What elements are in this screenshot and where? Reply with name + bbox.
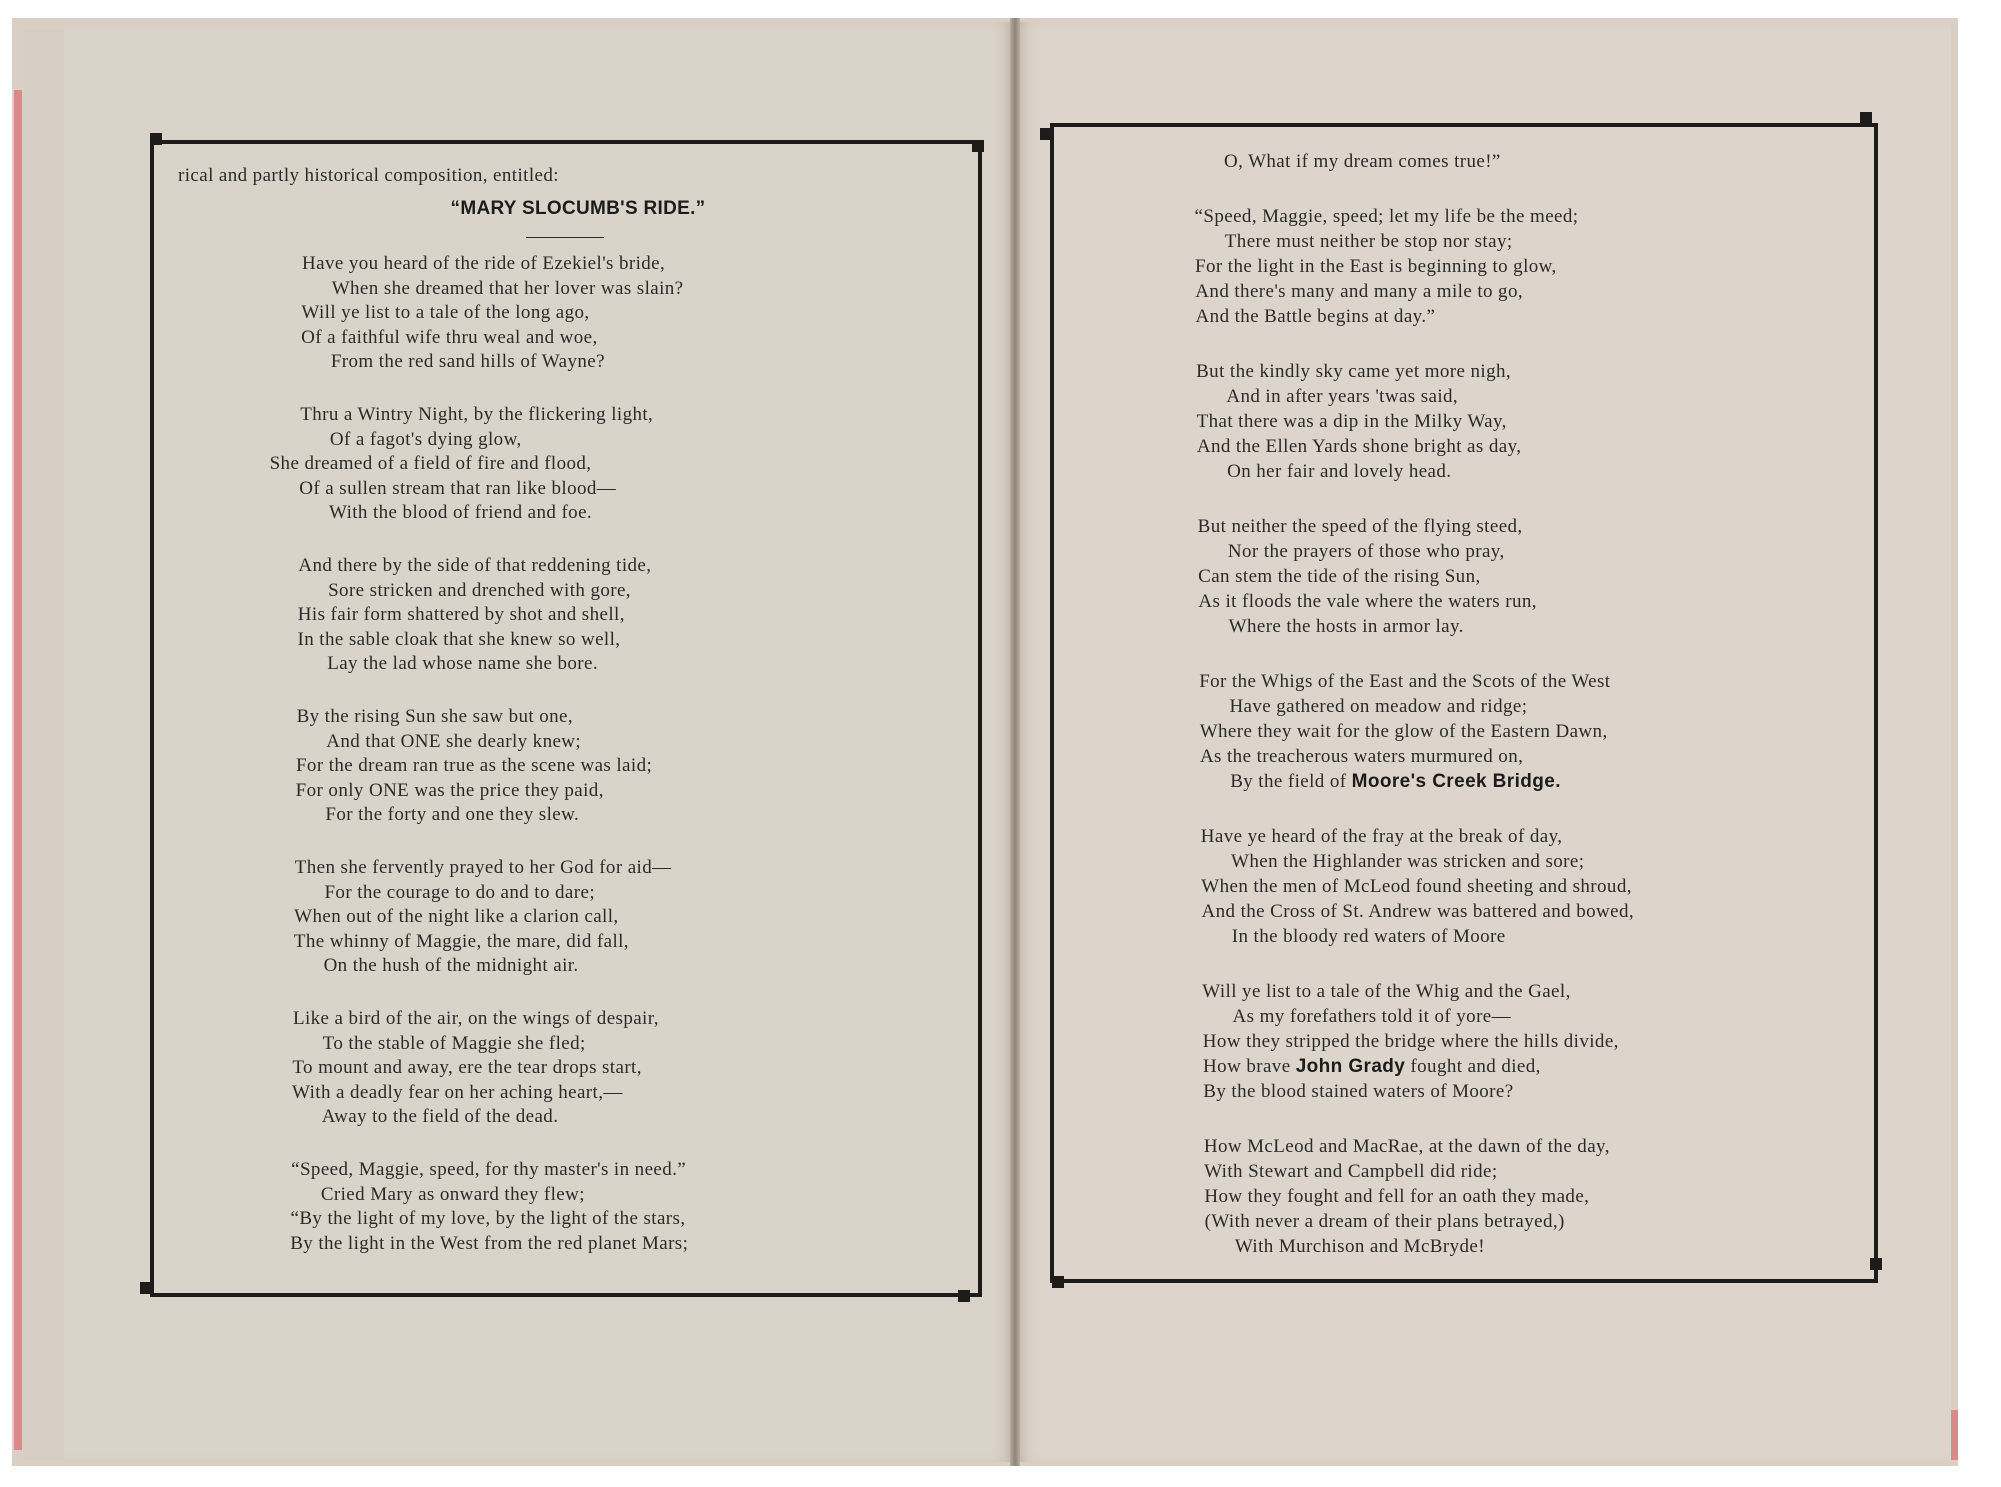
frame-corner [1860,112,1872,124]
poem-line: When out of the night like a clarion call, [294,906,619,928]
poem-title: “MARY SLOCUMB'S RIDE.” [450,198,706,219]
poem-line: Then she fervently prayed to her God for aid— [294,857,672,878]
poem-line: For the Whigs of the East and the Scots of the West [1199,671,1611,692]
poem-line: The whinny of Maggie, the mare, did fall, [293,930,629,952]
intro-line: rical and partly historical composition, entitled: [178,165,559,186]
poem-line: That there was a dip in the Milky Way, [1196,411,1507,432]
poem-line: To mount and away, ere the tear drops start, [292,1057,642,1079]
poem-line: Have you heard of the ride of Ezekiel's bride, [302,253,666,274]
poem-line: As it floods the vale where the waters run, [1198,591,1537,612]
poem-line: Like a bird of the air, on the wings of despair, [292,1008,659,1029]
poem-line: Will ye list to a tale of the long ago, [301,302,590,324]
poem-line: By the field of Moore's Creek Bridge. [1230,771,1561,792]
poem-line: From the red sand hills of Wayne? [330,351,605,373]
frame-corner [1870,1258,1882,1270]
poem-line: Where the hosts in armor lay. [1228,616,1464,637]
frame-corner [140,1282,152,1294]
poem-line: And that ONE she dearly knew; [326,730,582,752]
poem-line: Nor the prayers of those who pray, [1227,541,1505,562]
bold-place-name: Moore's Creek Bridge. [1351,771,1561,792]
poem-line: When she dreamed that her lover was slain? [331,277,684,299]
poem-line: Of a sullen stream that ran like blood— [299,477,617,499]
poem-line: On the hush of the midnight air. [323,955,579,977]
poem-line: How they stripped the bridge where the hills divide, [1202,1031,1619,1052]
poem-line: For the forty and one they slew. [325,804,580,826]
poem-line: And the Ellen Yards shone bright as day, [1196,436,1522,457]
poem-line: As my forefathers told it of yore— [1232,1006,1512,1027]
poem-line: In the sable cloak that she knew so well, [297,628,621,650]
poem-line: And there by the side of that reddening tide, [298,555,652,576]
frame-corner [958,1290,970,1302]
title-rule [526,237,604,238]
frame-corner [1052,1276,1064,1288]
poem-line: His fair form shattered by shot and shell, [297,604,625,626]
poem-line: Away to the field of the dead. [321,1106,559,1128]
bold-place-name: John Grady [1295,1056,1406,1077]
poem-line: Have ye heard of the fray at the break of day, [1200,826,1563,847]
poem-line: And there's many and many a mile to go, [1195,281,1523,302]
poem-line: How McLeod and MacRae, at the dawn of the day, [1203,1136,1610,1157]
poem-line: But neither the speed of the flying steed, [1197,516,1523,537]
poem-line: On her fair and lovely head. [1227,461,1452,482]
poem-line: Of a faithful wife thru weal and woe, [301,326,598,348]
poem-line: By the rising Sun she saw but one, [296,706,573,727]
poem-line: By the light in the West from the red planet Mars; [290,1232,689,1254]
poem-line: There must neither be stop nor stay; [1224,231,1513,252]
poem-line: For the dream ran true as the scene was laid; [295,755,653,777]
poem-line: O, What if my dream comes true!” [1224,151,1501,172]
poem-line: And the Cross of St. Andrew was battered and bowed, [1201,901,1635,922]
poem-line: With Stewart and Campbell did ride; [1204,1161,1498,1182]
poem-line: And in after years 'twas said, [1226,386,1459,407]
poem-line: For the courage to do and to dare; [324,881,595,903]
frame-corner [1040,128,1052,140]
poem-line: By the blood stained waters of Moore? [1203,1081,1514,1102]
poem-line: (With never a dream of their plans betrayed,) [1204,1211,1565,1232]
poem-line: When the men of McLeod found sheeting and shroud, [1201,876,1632,897]
poem-line: For only ONE was the price they paid, [295,779,604,801]
poem-line: Cried Mary as onward they flew; [320,1183,585,1205]
poem-line: Lay the lad whose name she bore. [327,653,598,675]
frame-corner [150,133,162,145]
poem-line: She dreamed of a field of fire and flood, [269,453,592,475]
poem-line: “By the light of my love, by the light of the stars, [290,1208,686,1230]
poem-line: For the light in the East is beginning to glow, [1195,256,1557,277]
poem-line: In the bloody red waters of Moore [1231,926,1506,947]
poem-line: With a deadly fear on her aching heart,— [292,1081,623,1103]
book-gutter [1010,18,1020,1466]
poem-line: To the stable of Maggie she fled; [322,1032,586,1054]
poem-line: As the treacherous waters murmured on, [1199,746,1524,767]
poem-line: Of a fagot's dying glow, [329,428,522,450]
poem-line: But the kindly sky came yet more nigh, [1196,361,1512,382]
poem-line: Sore stricken and drenched with gore, [328,579,631,601]
poem-line: “Speed, Maggie, speed, for thy master's in need.” [291,1159,687,1180]
poem-line: Where they wait for the glow of the Eastern Dawn, [1199,721,1608,742]
frame-corner [972,140,984,152]
poem-line: Will ye list to a tale of the Whig and the Gael, [1202,981,1571,1002]
poem-line: “Speed, Maggie, speed; let my life be the meed; [1194,206,1579,227]
poem-line: Thru a Wintry Night, by the flickering light, [300,404,654,425]
poem-line: With Murchison and McBryde! [1234,1236,1485,1257]
poem-line: When the Highlander was stricken and sore; [1231,851,1585,872]
page-stack-edge [24,30,65,1460]
poem-line: Can stem the tide of the rising Sun, [1198,566,1481,587]
poem-line: And the Battle begins at day.” [1195,306,1436,327]
poem-line: Have gathered on meadow and ridge; [1229,696,1528,717]
poem-line: With the blood of friend and foe. [329,502,593,524]
book-cover-edge [14,90,22,1450]
poem-line: How brave John Grady fought and died, [1203,1056,1541,1077]
poem-line: How they fought and fell for an oath they made, [1204,1186,1590,1207]
